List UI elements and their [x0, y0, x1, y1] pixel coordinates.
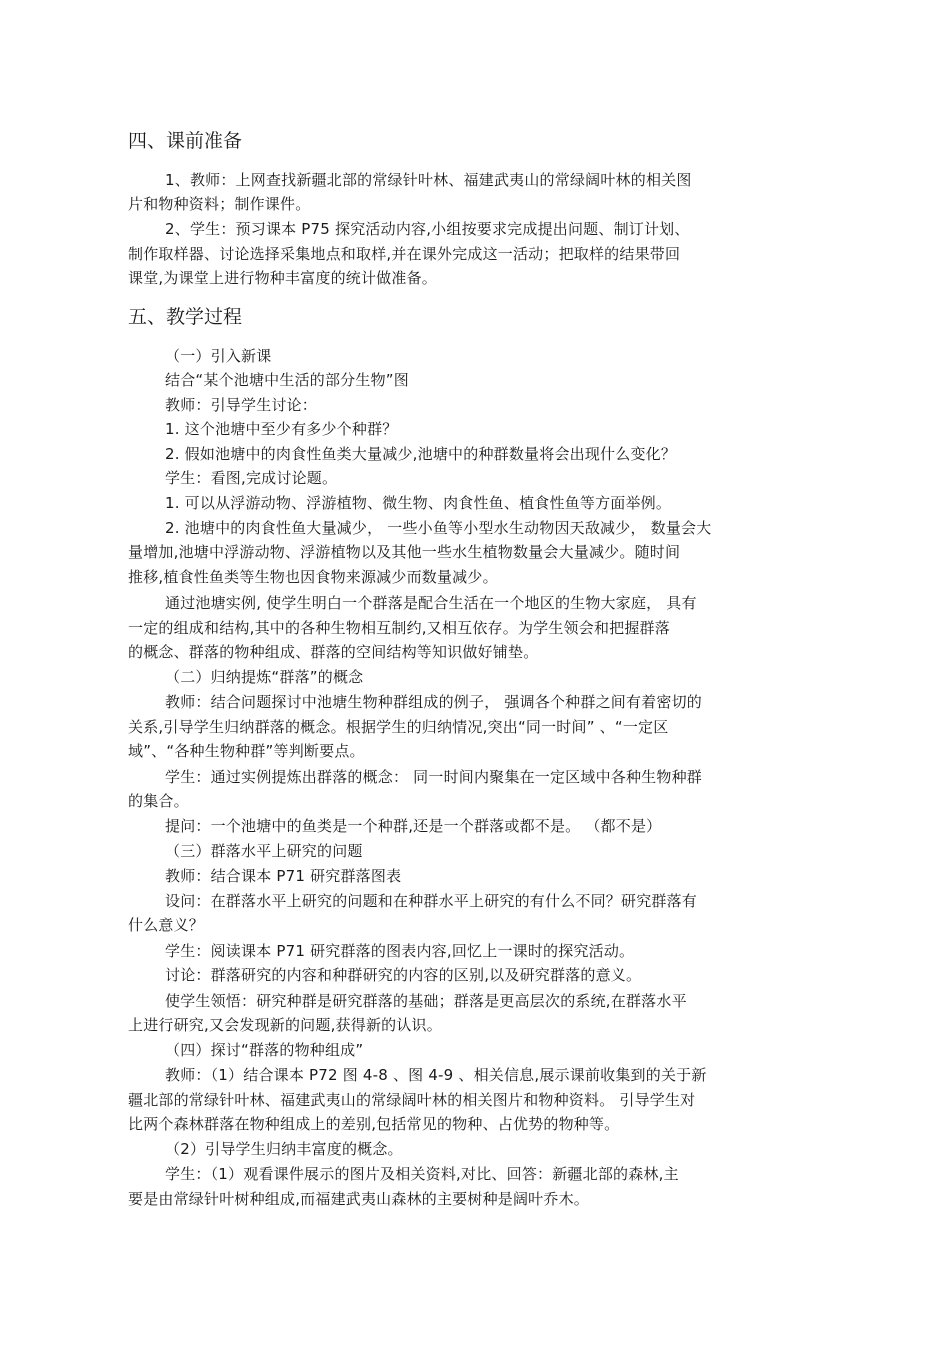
- section-4-paragraph-1-line-2: 片和物种资料；制作课件。: [128, 195, 311, 213]
- text-line: 1. 这个池塘中至少有多少个种群？: [165, 420, 398, 438]
- text-line: 域”、“各种生物种群”等判断要点。: [128, 742, 365, 760]
- text-line: 学生：看图,完成讨论题。: [165, 469, 338, 487]
- text-line: 推移,植食性鱼类等生物也因食物来源减少而数量减少。: [128, 568, 498, 586]
- text-line: 一定的组成和结构,其中的各种生物相互制约,又相互依存。为学生领会和把握群落: [128, 619, 670, 637]
- text-line: 教师：（1）结合课本 P72 图 4-8 、图 4-9 、相关信息,展示课前收集到的关于新: [165, 1066, 707, 1084]
- text-line: 2. 池塘中的肉食性鱼大量减少， 一些小鱼等小型水生动物因天敌减少， 数量会大: [165, 519, 712, 537]
- text-line: 量增加,池塘中浮游动物、浮游植物以及其他一些水生植物数量会大量减少。随时间: [128, 543, 681, 561]
- section-4-paragraph-2-line-2: 制作取样器、讨论选择采集地点和取样,并在课外完成这一活动；把取样的结果带回: [128, 245, 681, 263]
- section-4-heading: 四、课前准备: [128, 130, 243, 152]
- text-line: 设问：在群落水平上研究的问题和在种群水平上研究的有什么不同？研究群落有: [165, 892, 698, 910]
- text-line: 教师：结合课本 P71 研究群落图表: [165, 867, 402, 885]
- subheading-community-concept: （二）归纳提炼“群落”的概念: [165, 668, 364, 686]
- section-4-paragraph-2-line-3: 课堂,为课堂上进行物种丰富度的统计做准备。: [128, 269, 437, 287]
- text-line: 关系,引导学生归纳群落的概念。根据学生的归纳情况,突出“同一时间” 、“一定区: [128, 718, 669, 736]
- text-line: 的概念、群落的物种组成、群落的空间结构等知识做好铺垫。: [128, 643, 539, 661]
- section-4-paragraph-2-line-1: 2、学生：预习课本 P75 探究活动内容,小组按要求完成提出问题、制订计划、: [165, 220, 690, 238]
- section-5-heading: 五、教学过程: [128, 306, 243, 328]
- subheading-intro: （一）引入新课: [165, 347, 272, 365]
- text-line: 1. 可以从浮游动物、浮游植物、微生物、肉食性鱼、植食性鱼等方面举例。: [165, 494, 672, 512]
- subheading-community-level: （三）群落水平上研究的问题: [165, 842, 363, 860]
- text-line: 教师：结合问题探讨中池塘生物种群组成的例子， 强调各个种群之间有着密切的: [165, 693, 702, 711]
- text-line: 学生：通过实例提炼出群落的概念： 同一时间内聚集在一定区域中各种生物种群: [165, 768, 702, 786]
- text-line: （2）引导学生归纳丰富度的概念。: [165, 1140, 403, 1158]
- section-4-paragraph-1-line-1: 1、教师：上网查找新疆北部的常绿针叶林、福建武夷山的常绿阔叶林的相关图: [165, 171, 692, 189]
- text-line: 比两个森林群落在物种组成上的差别,包括常见的物种、占优势的物种等。: [128, 1115, 620, 1133]
- text-line: 什么意义？: [128, 916, 205, 934]
- subheading-species-composition: （四）探讨“群落的物种组成”: [165, 1041, 364, 1059]
- text-line: 2. 假如池塘中的肉食性鱼类大量减少,池塘中的种群数量将会出现什么变化？: [165, 445, 677, 463]
- text-line: 通过池塘实例, 使学生明白一个群落是配合生活在一个地区的生物大家庭， 具有: [165, 594, 697, 612]
- text-line: 使学生领悟：研究种群是研究群落的基础；群落是更高层次的系统,在群落水平: [165, 992, 687, 1010]
- text-line: 学生：（1）观看课件展示的图片及相关资料,对比、回答：新疆北部的森林,主: [165, 1165, 679, 1183]
- text-line: 提问：一个池塘中的鱼类是一个种群,还是一个群落或都不是。 （都不是）: [165, 817, 662, 835]
- text-line: 要是由常绿针叶树种组成,而福建武夷山森林的主要树种是阔叶乔木。: [128, 1190, 589, 1208]
- text-line: 疆北部的常绿针叶林、福建武夷山的常绿阔叶林的相关图片和物种资料。 引导学生对: [128, 1091, 696, 1109]
- text-line: 上进行研究,又会发现新的问题,获得新的认识。: [128, 1016, 442, 1034]
- text-line: 讨论：群落研究的内容和种群研究的内容的区别,以及研究群落的意义。: [165, 966, 642, 984]
- text-line: 学生：阅读课本 P71 研究群落的图表内容,回忆上一课时的探究活动。: [165, 942, 635, 960]
- text-line: 的集合。: [128, 792, 189, 810]
- text-line: 结合“某个池塘中生活的部分生物”图: [165, 371, 409, 389]
- text-line: 教师：引导学生讨论：: [165, 396, 318, 414]
